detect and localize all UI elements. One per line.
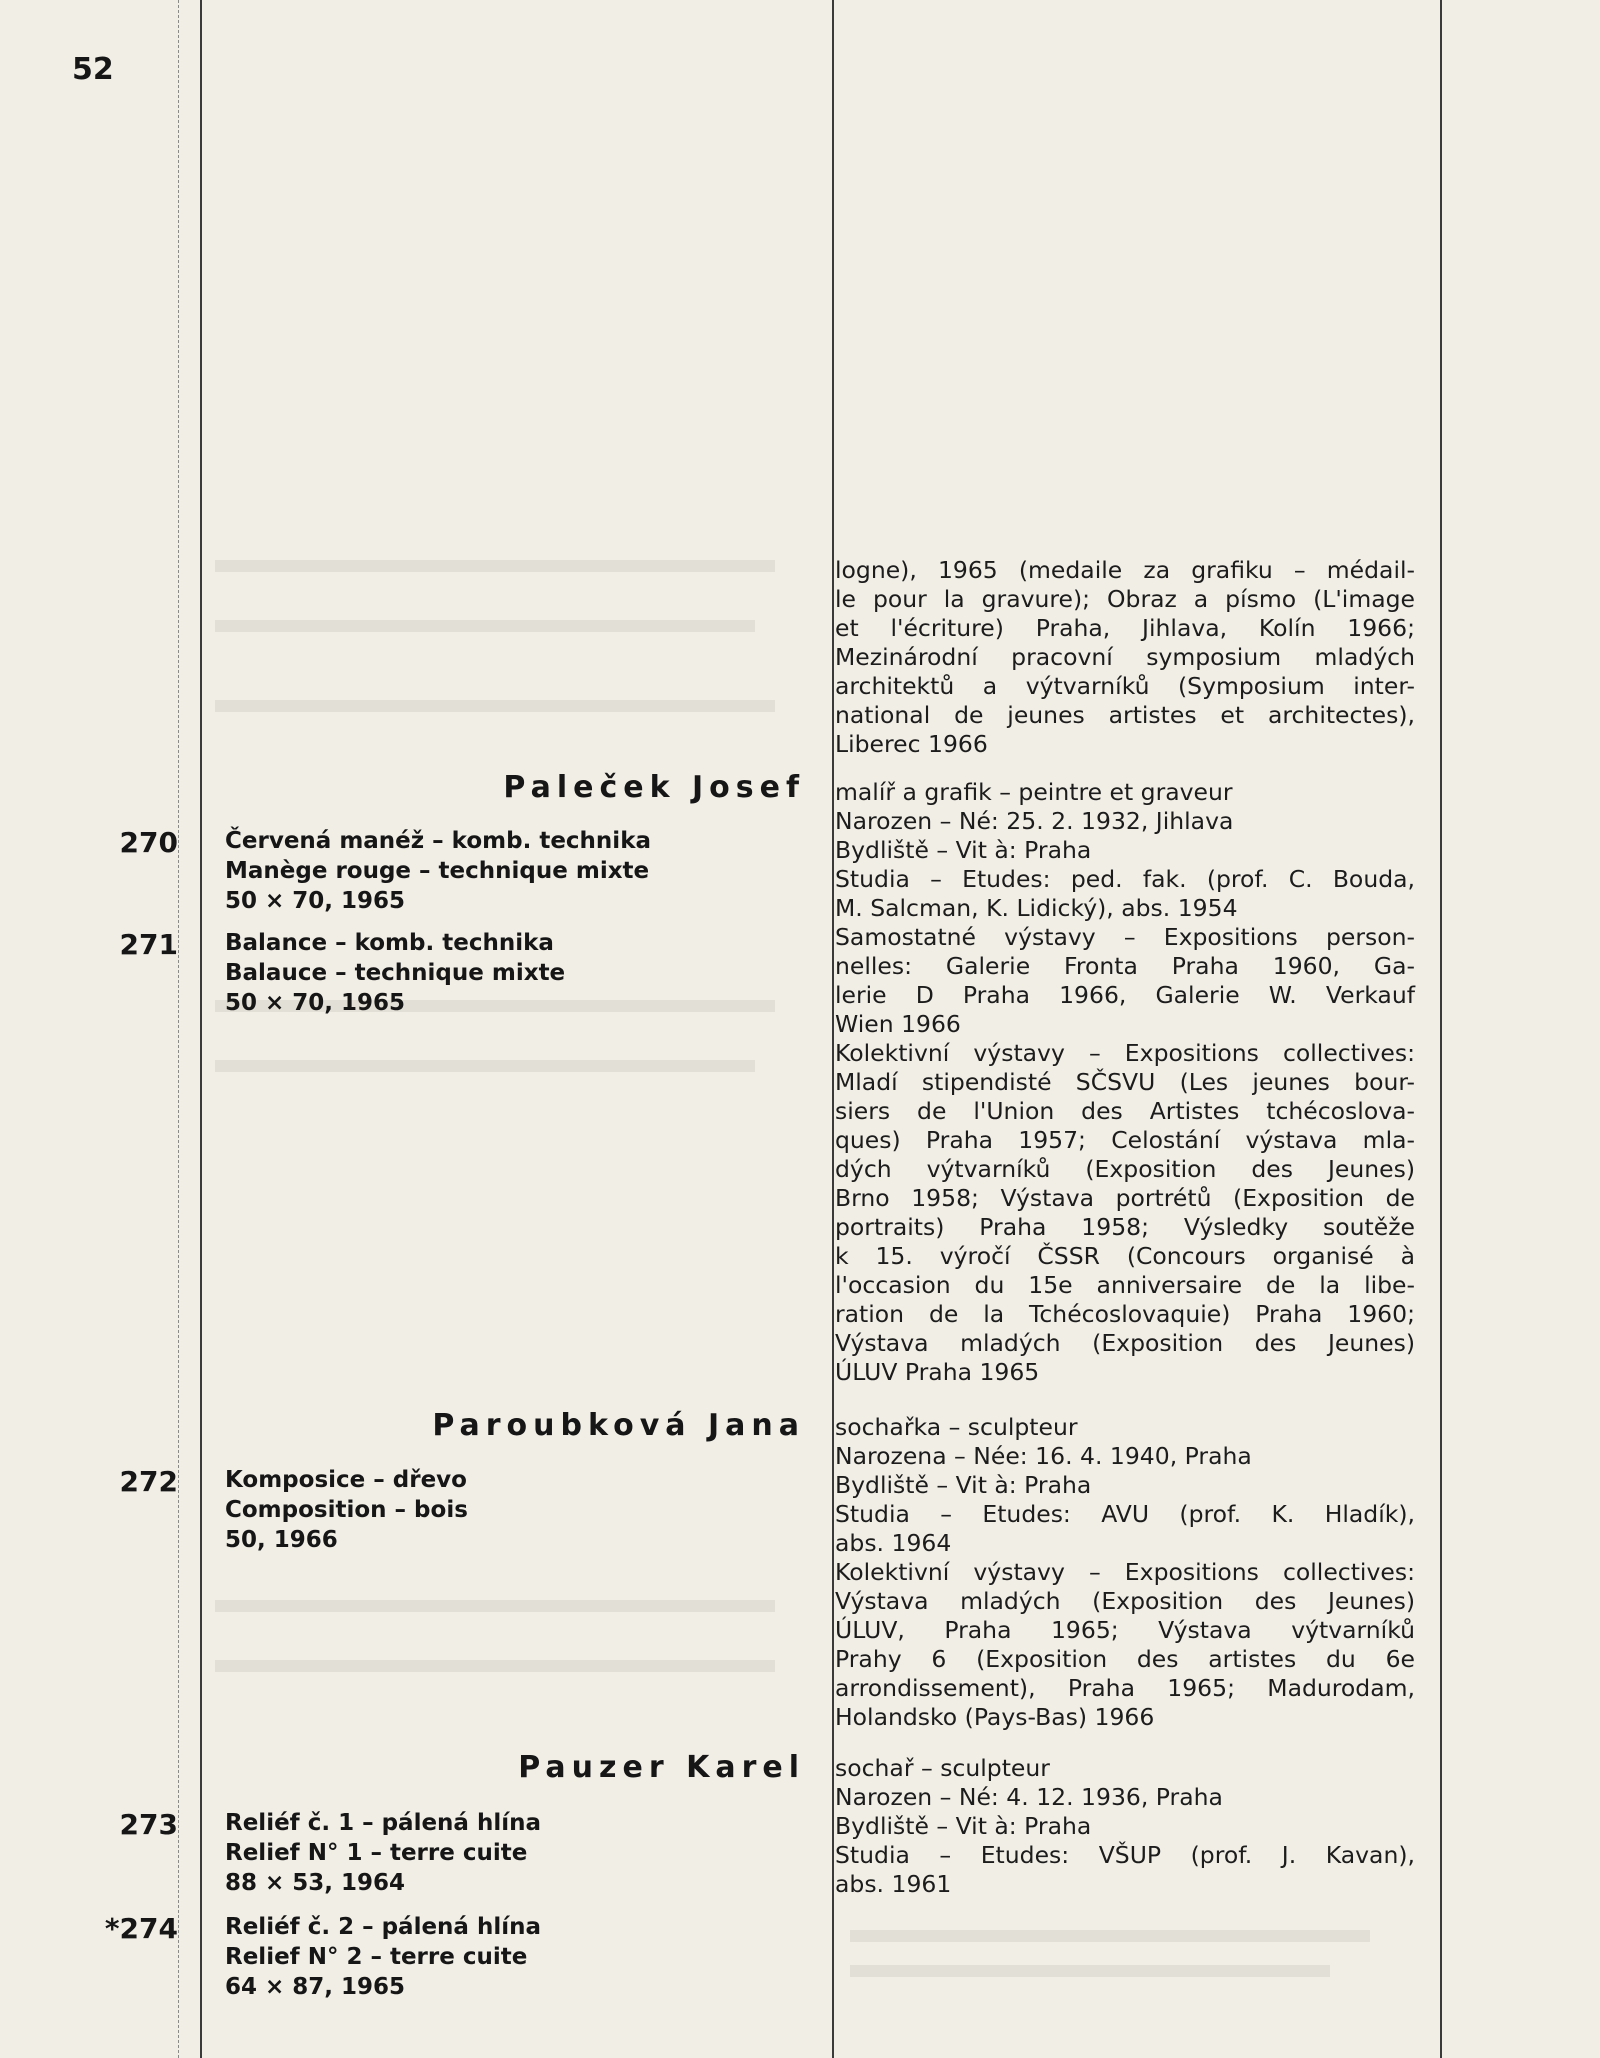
bio-line: Mezinárodní pracovní symposium mladých (835, 643, 1415, 671)
bio-line: Studia – Etudes: ped. fak. (prof. C. Bouda, (835, 865, 1415, 893)
bio-line: Bydliště – Vit à: Praha (835, 1471, 1092, 1499)
bio-line: architektů a výtvarníků (Symposium inter- (835, 672, 1415, 700)
bio-line: portraits) Praha 1958; Výsledky soutěže (835, 1213, 1415, 1241)
artwork-dimensions: 64 × 87, 1965 (225, 1974, 406, 2000)
bio-line: Výstava mladých (Exposition des Jeunes) (835, 1587, 1415, 1615)
bio-line: Liberec 1966 (835, 730, 988, 758)
bio-line: M. Salcman, K. Lidický), abs. 1954 (835, 894, 1238, 922)
artwork-title-cz: Balance – komb. technika (225, 930, 554, 956)
bio-line: ration de la Tchécoslovaquie) Praha 1960; (835, 1300, 1415, 1328)
bio-line: Narozen – Né: 4. 12. 1936, Praha (835, 1783, 1223, 1811)
artwork-title-fr: Balauce – technique mixte (225, 960, 566, 986)
bio-line: siers de l'Union des Artistes tchécoslova- (835, 1097, 1415, 1125)
artwork-title-fr: Composition – bois (225, 1497, 468, 1523)
artwork-title-cz: Červená manéž – komb. technika (225, 828, 652, 854)
bio-line: Holandsko (Pays-Bas) 1966 (835, 1703, 1155, 1731)
bio-line: dých výtvarníků (Exposition des Jeunes) (835, 1155, 1415, 1183)
bio-line: sochařka – sculpteur (835, 1413, 1078, 1441)
bio-line: Studia – Etudes: AVU (prof. K. Hladík), (835, 1500, 1415, 1528)
artist-bio (835, 1754, 1415, 1899)
artwork-entry (225, 826, 805, 916)
artist-name: Paroubková Jana (432, 1408, 805, 1443)
column-rule-right (1440, 0, 1442, 2058)
artist-name: Pauzer Karel (518, 1750, 805, 1785)
catalog-number: 270 (119, 826, 178, 859)
bio-line: Bydliště – Vit à: Praha (835, 836, 1092, 864)
bio-line: lerie D Praha 1966, Galerie W. Verkauf (835, 981, 1415, 1009)
artwork-title-cz: Komposice – dřevo (225, 1467, 467, 1493)
bio-line: Kolektivní výstavy – Expositions collectives: (835, 1039, 1415, 1067)
bio-line: Brno 1958; Výstava portrétů (Exposition de (835, 1184, 1415, 1212)
bio-line: malíř a grafik – peintre et graveur (835, 778, 1233, 806)
catalog-number: 273 (119, 1808, 178, 1841)
bio-line: le pour la gravure); Obraz a písmo (L'image (835, 585, 1415, 613)
page-number: 52 (72, 52, 114, 87)
bio-line: et l'écriture) Praha, Jihlava, Kolín 1966; (835, 614, 1415, 642)
bio-line: abs. 1964 (835, 1529, 952, 1557)
artwork-title-fr: Manège rouge – technique mixte (225, 858, 650, 884)
bio-line: ÚLUV, Praha 1965; Výstava výtvarníků (835, 1616, 1415, 1644)
bio-line: Kolektivní výstavy – Expositions collectives: (835, 1558, 1415, 1586)
bio-line: Studia – Etudes: VŠUP (prof. J. Kavan), (835, 1841, 1415, 1869)
artwork-title-cz: Reliéf č. 1 – pálená hlína (225, 1810, 541, 1836)
artwork-entry (225, 1465, 805, 1555)
bio-line: Výstava mladých (Exposition des Jeunes) (835, 1329, 1415, 1357)
bio-line: ÚLUV Praha 1965 (835, 1358, 1040, 1386)
column-rule-left (200, 0, 202, 2058)
artwork-title-fr: Relief N° 1 – terre cuite (225, 1840, 528, 1866)
artwork-title-fr: Relief N° 2 – terre cuite (225, 1944, 528, 1970)
bio-line: Narozen – Né: 25. 2. 1932, Jihlava (835, 807, 1234, 835)
catalog-number: 271 (119, 928, 178, 961)
bio-line: Mladí stipendisté SČSVU (Les jeunes bour- (835, 1068, 1415, 1096)
bio-line: l'occasion du 15e anniversaire de la libe- (835, 1271, 1415, 1299)
artwork-title-cz: Reliéf č. 2 – pálená hlína (225, 1914, 541, 1940)
artwork-dimensions: 50 × 70, 1965 (225, 990, 406, 1016)
bio-line: logne), 1965 (medaile za grafiku – médail- (835, 556, 1415, 584)
artist-bio (835, 778, 1415, 1387)
bio-line: Samostatné výstavy – Expositions person- (835, 923, 1415, 951)
bio-line: Narozena – Née: 16. 4. 1940, Praha (835, 1442, 1252, 1470)
bio-line: nelles: Galerie Fronta Praha 1960, Ga- (835, 952, 1415, 980)
bio-line: Prahy 6 (Exposition des artistes du 6e (835, 1645, 1415, 1673)
artwork-entry (225, 1808, 805, 1898)
bio-line: Bydliště – Vit à: Praha (835, 1812, 1092, 1840)
catalog-number: *274 (104, 1912, 178, 1945)
bio-line: Wien 1966 (835, 1010, 961, 1038)
bio-line: sochař – sculpteur (835, 1754, 1050, 1782)
artist-name: Paleček Josef (503, 770, 805, 805)
artwork-dimensions: 88 × 53, 1964 (225, 1870, 406, 1896)
bio-line: k 15. výročí ČSSR (Concours organisé à (835, 1242, 1415, 1270)
column-rule-middle (832, 0, 834, 2058)
bio-line: arrondissement), Praha 1965; Madurodam, (835, 1674, 1415, 1702)
left-margin-rule (178, 0, 180, 2058)
artwork-entry (225, 1912, 805, 2002)
artwork-dimensions: 50, 1966 (225, 1527, 338, 1553)
bio-line: abs. 1961 (835, 1870, 952, 1898)
artwork-entry (225, 928, 805, 1018)
artwork-dimensions: 50 × 70, 1965 (225, 888, 406, 914)
bio-line: national de jeunes artistes et architectes), (835, 701, 1415, 729)
bio-line: ques) Praha 1957; Celostání výstava mla- (835, 1126, 1415, 1154)
artist-bio (835, 1413, 1415, 1732)
continued-bio (835, 556, 1415, 759)
catalog-number: 272 (119, 1465, 178, 1498)
